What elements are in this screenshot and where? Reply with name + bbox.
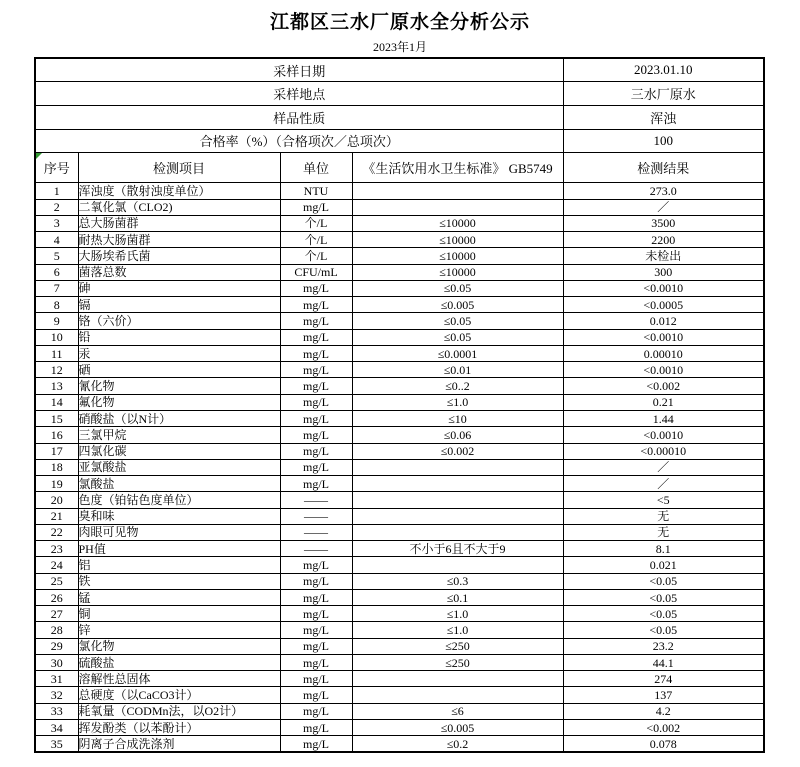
cell-standard: ≤0.01	[352, 362, 563, 378]
cell-item-name: PH值	[78, 541, 280, 557]
table-row	[35, 476, 764, 492]
table-row	[35, 492, 764, 508]
info-row-sampling-location	[35, 82, 764, 106]
cell-standard: ≤250	[352, 638, 563, 654]
cell-row-number: 19	[35, 476, 78, 492]
info-value: 三水厂原水	[563, 82, 764, 106]
cell-item-name: 耐热大肠菌群	[78, 232, 280, 248]
table-row	[35, 524, 764, 540]
cell-item-name: 氰化物	[78, 378, 280, 394]
cell-row-number: 34	[35, 720, 78, 736]
cell-row-number: 3	[35, 215, 78, 231]
cell-unit: mg/L	[280, 443, 352, 459]
green-triangle-icon	[36, 153, 42, 159]
table-row	[35, 573, 764, 589]
cell-result: 0.21	[563, 394, 764, 410]
table-row	[35, 199, 764, 215]
cell-unit: 个/L	[280, 248, 352, 264]
cell-standard: ≤10	[352, 410, 563, 426]
cell-standard: ≤10000	[352, 215, 563, 231]
cell-result: <5	[563, 492, 764, 508]
cell-unit: mg/L	[280, 345, 352, 361]
cell-standard: ≤0.005	[352, 720, 563, 736]
cell-row-number: 35	[35, 736, 78, 752]
cell-result: 未检出	[563, 248, 764, 264]
cell-item-name: 阴离子合成洗涤剂	[78, 736, 280, 752]
column-header-label: 序号	[43, 161, 70, 177]
cell-standard: ≤0.05	[352, 329, 563, 345]
cell-item-name: 锌	[78, 622, 280, 638]
cell-result: 0.00010	[563, 345, 764, 361]
cell-result: <0.0005	[563, 297, 764, 313]
cell-standard: ≤0.05	[352, 280, 563, 296]
cell-item-name: 锰	[78, 589, 280, 605]
cell-item-name: 硝酸盐（以N计）	[78, 410, 280, 426]
cell-standard	[352, 492, 563, 508]
cell-standard: ≤0.06	[352, 427, 563, 443]
cell-row-number: 33	[35, 703, 78, 719]
info-row-sampling-date	[35, 58, 764, 82]
cell-unit: mg/L	[280, 671, 352, 687]
cell-item-name: 硫酸盐	[78, 654, 280, 670]
cell-unit: mg/L	[280, 280, 352, 296]
cell-item-name: 铝	[78, 557, 280, 573]
table-row	[35, 297, 764, 313]
cell-standard: ≤0.005	[352, 297, 563, 313]
cell-unit: ——	[280, 492, 352, 508]
info-label: 合格率（%）（合格项次／总项次）	[35, 129, 563, 153]
cell-result: <0.0010	[563, 362, 764, 378]
cell-standard: ≤0.05	[352, 313, 563, 329]
cell-standard	[352, 508, 563, 524]
cell-item-name: 大肠埃希氏菌	[78, 248, 280, 264]
table-row	[35, 394, 764, 410]
cell-result: <0.05	[563, 622, 764, 638]
cell-item-name: 镉	[78, 297, 280, 313]
cell-row-number: 20	[35, 492, 78, 508]
cell-result: 1.44	[563, 410, 764, 426]
info-value: 浑浊	[563, 105, 764, 129]
cell-item-name: 氯化物	[78, 638, 280, 654]
cell-row-number: 13	[35, 378, 78, 394]
info-label: 样品性质	[35, 105, 563, 129]
cell-row-number: 24	[35, 557, 78, 573]
cell-item-name: 铁	[78, 573, 280, 589]
table-row	[35, 541, 764, 557]
cell-unit: mg/L	[280, 573, 352, 589]
cell-item-name: 总大肠菌群	[78, 215, 280, 231]
cell-standard: ≤0.002	[352, 443, 563, 459]
cell-item-name: 四氯化碳	[78, 443, 280, 459]
column-header-result: 检测结果	[563, 153, 764, 183]
cell-item-name: 三氯甲烷	[78, 427, 280, 443]
info-row-sample-nature	[35, 105, 764, 129]
table-row	[35, 589, 764, 605]
cell-unit: mg/L	[280, 313, 352, 329]
cell-unit: mg/L	[280, 654, 352, 670]
cell-item-name: 氟化物	[78, 394, 280, 410]
cell-result: 0.012	[563, 313, 764, 329]
cell-unit: ——	[280, 524, 352, 540]
cell-row-number: 22	[35, 524, 78, 540]
cell-standard	[352, 524, 563, 540]
cell-item-name: 亚氯酸盐	[78, 459, 280, 475]
cell-standard: 不小于6且不大于9	[352, 541, 563, 557]
cell-row-number: 25	[35, 573, 78, 589]
cell-result: 8.1	[563, 541, 764, 557]
cell-standard	[352, 183, 563, 199]
table-row	[35, 703, 764, 719]
cell-unit: mg/L	[280, 362, 352, 378]
cell-unit: NTU	[280, 183, 352, 199]
cell-row-number: 29	[35, 638, 78, 654]
cell-row-number: 28	[35, 622, 78, 638]
cell-standard: ≤0.1	[352, 589, 563, 605]
cell-standard	[352, 671, 563, 687]
cell-unit: mg/L	[280, 394, 352, 410]
info-value: 100	[563, 129, 764, 153]
info-value: 2023.01.10	[563, 58, 764, 82]
table-row	[35, 313, 764, 329]
cell-result: <0.0010	[563, 427, 764, 443]
info-label: 采样日期	[35, 58, 563, 82]
cell-standard: ≤10000	[352, 232, 563, 248]
cell-item-name: 二氧化氯（CLO2)	[78, 199, 280, 215]
cell-result: <0.002	[563, 720, 764, 736]
cell-unit: mg/L	[280, 329, 352, 345]
cell-result: 0.021	[563, 557, 764, 573]
cell-row-number: 10	[35, 329, 78, 345]
table-row	[35, 736, 764, 752]
cell-row-number: 23	[35, 541, 78, 557]
cell-unit: ——	[280, 508, 352, 524]
cell-row-number: 27	[35, 606, 78, 622]
table-row	[35, 329, 764, 345]
cell-unit: mg/L	[280, 703, 352, 719]
cell-item-name: 挥发酚类（以苯酚计）	[78, 720, 280, 736]
cell-unit: mg/L	[280, 720, 352, 736]
cell-item-name: 色度（铂钴色度单位）	[78, 492, 280, 508]
cell-unit: mg/L	[280, 687, 352, 703]
info-section	[35, 58, 764, 183]
cell-standard: ≤0.0001	[352, 345, 563, 361]
cell-item-name: 硒	[78, 362, 280, 378]
cell-row-number: 4	[35, 232, 78, 248]
cell-row-number: 1	[35, 183, 78, 199]
cell-item-name: 砷	[78, 280, 280, 296]
cell-item-name: 臭和味	[78, 508, 280, 524]
cell-item-name: 铜	[78, 606, 280, 622]
cell-result: 3500	[563, 215, 764, 231]
table-row	[35, 557, 764, 573]
page-title: 江都区三水厂原水全分析公示	[269, 12, 530, 33]
cell-result: 300	[563, 264, 764, 280]
cell-standard: ≤0..2	[352, 378, 563, 394]
table-row	[35, 264, 764, 280]
cell-row-number: 11	[35, 345, 78, 361]
cell-standard	[352, 687, 563, 703]
cell-unit: mg/L	[280, 557, 352, 573]
cell-item-name: 肉眼可见物	[78, 524, 280, 540]
cell-unit: mg/L	[280, 427, 352, 443]
cell-unit: mg/L	[280, 606, 352, 622]
cell-item-name: 耗氧量（CODMn法，以O2计）	[78, 703, 280, 719]
cell-result: 4.2	[563, 703, 764, 719]
table-row	[35, 720, 764, 736]
results-tbody	[35, 183, 764, 752]
cell-row-number: 32	[35, 687, 78, 703]
cell-item-name: 溶解性总固体	[78, 671, 280, 687]
table-row	[35, 459, 764, 475]
cell-unit: mg/L	[280, 410, 352, 426]
cell-result: <0.002	[563, 378, 764, 394]
cell-unit: mg/L	[280, 736, 352, 752]
cell-standard: ≤1.0	[352, 622, 563, 638]
cell-row-number: 21	[35, 508, 78, 524]
table-row	[35, 638, 764, 654]
column-header-no	[35, 153, 78, 183]
table-row	[35, 427, 764, 443]
cell-standard	[352, 557, 563, 573]
cell-result: 无	[563, 508, 764, 524]
cell-unit: CFU/mL	[280, 264, 352, 280]
cell-item-name: 铅	[78, 329, 280, 345]
column-header-standard: 《生活饮用水卫生标准》 GB5749	[352, 153, 563, 183]
cell-standard: ≤10000	[352, 248, 563, 264]
info-row-pass-rate	[35, 129, 764, 153]
cell-unit: mg/L	[280, 459, 352, 475]
cell-unit: 个/L	[280, 215, 352, 231]
table-row	[35, 232, 764, 248]
cell-standard	[352, 459, 563, 475]
cell-row-number: 5	[35, 248, 78, 264]
cell-row-number: 26	[35, 589, 78, 605]
cell-standard: ≤250	[352, 654, 563, 670]
table-row	[35, 687, 764, 703]
cell-result: ／	[563, 199, 764, 215]
table-row	[35, 671, 764, 687]
cell-unit: 个/L	[280, 232, 352, 248]
cell-result: 137	[563, 687, 764, 703]
cell-standard: ≤0.2	[352, 736, 563, 752]
cell-result: <0.0010	[563, 329, 764, 345]
cell-item-name: 氯酸盐	[78, 476, 280, 492]
cell-result: 2200	[563, 232, 764, 248]
cell-result: <0.0010	[563, 280, 764, 296]
cell-item-name: 汞	[78, 345, 280, 361]
table-row	[35, 508, 764, 524]
column-header-row	[35, 153, 764, 183]
cell-result: 273.0	[563, 183, 764, 199]
cell-row-number: 9	[35, 313, 78, 329]
info-label: 采样地点	[35, 82, 563, 106]
table-row	[35, 248, 764, 264]
cell-standard: ≤1.0	[352, 394, 563, 410]
cell-item-name: 总硬度（以CaCO3计）	[78, 687, 280, 703]
table-row	[35, 410, 764, 426]
table-row	[35, 378, 764, 394]
cell-item-name: 菌落总数	[78, 264, 280, 280]
cell-unit: mg/L	[280, 476, 352, 492]
cell-item-name: 铬（六价）	[78, 313, 280, 329]
cell-standard	[352, 476, 563, 492]
cell-result: 23.2	[563, 638, 764, 654]
table-row	[35, 183, 764, 199]
cell-row-number: 12	[35, 362, 78, 378]
cell-row-number: 7	[35, 280, 78, 296]
cell-unit: mg/L	[280, 378, 352, 394]
analysis-table	[34, 57, 765, 753]
column-header-unit: 单位	[280, 153, 352, 183]
table-row	[35, 362, 764, 378]
cell-unit: mg/L	[280, 638, 352, 654]
cell-row-number: 15	[35, 410, 78, 426]
cell-row-number: 16	[35, 427, 78, 443]
cell-result: 无	[563, 524, 764, 540]
cell-row-number: 17	[35, 443, 78, 459]
cell-result: <0.05	[563, 606, 764, 622]
table-row	[35, 622, 764, 638]
cell-row-number: 2	[35, 199, 78, 215]
column-header-item: 检测项目	[78, 153, 280, 183]
cell-result: <0.00010	[563, 443, 764, 459]
table-row	[35, 345, 764, 361]
cell-unit: mg/L	[280, 622, 352, 638]
cell-unit: mg/L	[280, 199, 352, 215]
cell-row-number: 14	[35, 394, 78, 410]
table-row	[35, 215, 764, 231]
cell-result: <0.05	[563, 589, 764, 605]
cell-item-name: 浑浊度（散射浊度单位）	[78, 183, 280, 199]
cell-result: 274	[563, 671, 764, 687]
cell-row-number: 8	[35, 297, 78, 313]
cell-standard	[352, 199, 563, 215]
cell-result: 0.078	[563, 736, 764, 752]
cell-result: ／	[563, 476, 764, 492]
page-subtitle: 2023年1月	[372, 40, 427, 54]
cell-standard: ≤6	[352, 703, 563, 719]
cell-result: ／	[563, 459, 764, 475]
cell-unit: mg/L	[280, 297, 352, 313]
cell-row-number: 31	[35, 671, 78, 687]
cell-unit: ——	[280, 541, 352, 557]
cell-standard: ≤0.3	[352, 573, 563, 589]
table-row	[35, 606, 764, 622]
table-row	[35, 280, 764, 296]
cell-result: 44.1	[563, 654, 764, 670]
cell-row-number: 30	[35, 654, 78, 670]
cell-row-number: 6	[35, 264, 78, 280]
cell-row-number: 18	[35, 459, 78, 475]
cell-standard: ≤10000	[352, 264, 563, 280]
table-row	[35, 443, 764, 459]
cell-result: <0.05	[563, 573, 764, 589]
cell-standard: ≤1.0	[352, 606, 563, 622]
cell-unit: mg/L	[280, 589, 352, 605]
table-row	[35, 654, 764, 670]
